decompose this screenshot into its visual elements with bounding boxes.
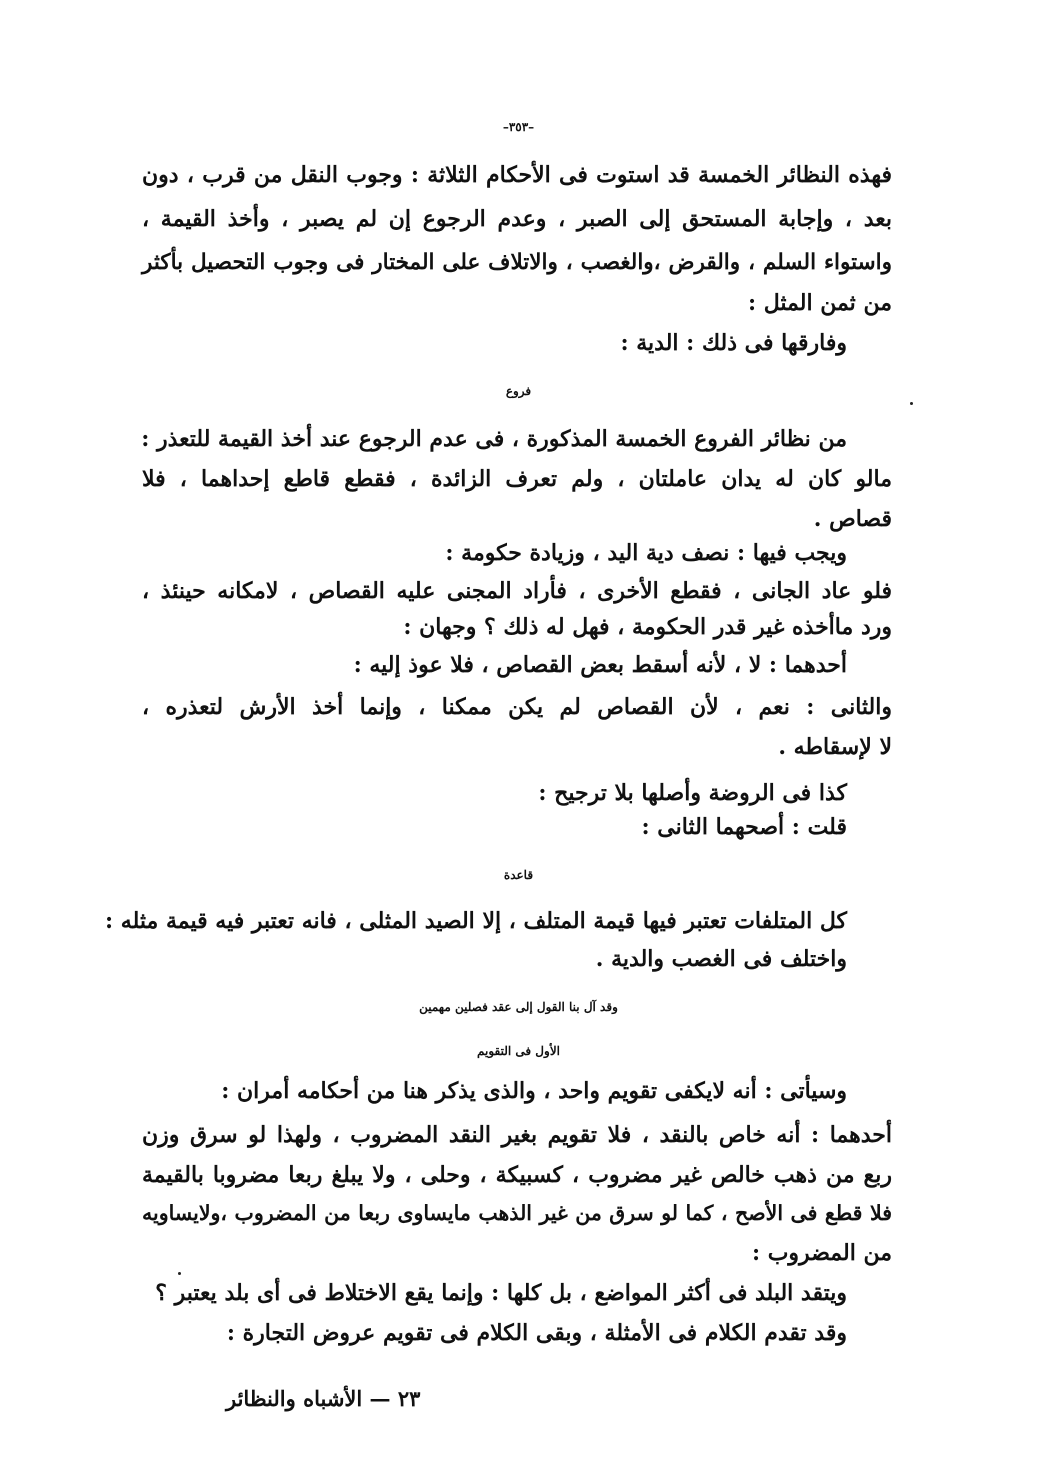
furu-p6: كذا فى الروضة وأصلها بلا ترجيح : <box>538 780 847 806</box>
furu-p5-line1: والثانى : نعم ، لأن القصاص لم يكن ممكنا ، وإنما أخذ الأرش لتعذره ، <box>142 694 892 720</box>
furu-p2: ويجب فيها : نصف دية اليد ، وزيادة حكومة : <box>445 540 847 566</box>
furu-p5-line2: لا لإسقاطه . <box>778 734 892 760</box>
furu-intro: من نظائر الفروع الخمسة المذكورة ، فى عدم الرجوع عند أخذ القيمة للتعذر : <box>141 426 847 452</box>
heading-two-chapters: وقد آل بنا القول إلى عقد فصلين مهمين <box>419 1000 618 1014</box>
taqwim-p2-line1: أحدهما : أنه خاص بالنقد ، فلا تقويم بغير النقد المضروب ، ولهذا لو سرق وزن <box>142 1122 892 1148</box>
heading-furu: فروع <box>505 384 532 398</box>
taqwim-p2-line3: فلا قطع فى الأصح ، كما لو سرق من غير الذهب مايساوى ربعا من المضروب ،ولايساويه <box>142 1201 892 1225</box>
scan-speck <box>910 402 913 405</box>
taqwim-p4: وقد تقدم الكلام فى الأمثلة ، وبقى الكلام فى تقويم عروض التجارة : <box>226 1320 847 1346</box>
taqwim-p2-line2: ربع من ذهب خالص غير مضروب ، كسبيكة ، وحلى ، ولا يبلغ ربعا مضروبا بالقيمة <box>142 1162 892 1188</box>
heading-qaida: قاعدة <box>503 868 534 882</box>
footer-signature: ٢٣ — الأشباه والنظائر <box>226 1386 421 1411</box>
furu-p4: أحدهما : لا ، لأنه أسقط بعض القصاص ، فلا عوذ إليه : <box>353 652 847 678</box>
para1-line3: واستواء السلم ، والقرض ،والغصب ، والاتلاف على المختار فى وجوب التحصيل بأكثر <box>142 250 892 275</box>
para1-line1: فهذه النظائر الخمسة قد استوت فى الأحكام الثلاثة : وجوب النقل من قرب ، دون <box>142 162 892 188</box>
qaida-p1: كل المتلفات تعتبر فيها قيمة المتلف ، إلا الصيد المثلى ، فانه تعتبر فيه قيمة مثله : <box>105 908 847 934</box>
para2: وفارقها فى ذلك : الدية : <box>620 330 847 356</box>
para1-line2: بعد ، وإجابة المستحق إلى الصبر ، وعدم الرجوع إن لم يصبر ، وأخذ القيمة ، <box>142 206 892 232</box>
para1-line4: من ثمن المثل : <box>747 290 892 316</box>
furu-p1-line1: مالو كان له يدان عاملتان ، ولم تعرف الزائدة ، فقطع قاطع إحداهما ، فلا <box>142 466 892 492</box>
taqwim-p2-line4: من المضروب : <box>751 1240 892 1266</box>
furu-p3-line1: فلو عاد الجانى ، فقطع الأخرى ، فأراد المجنى عليه القصاص ، لامكانه حينئذ ، <box>142 578 892 604</box>
furu-p1-line2: قصاص . <box>813 506 892 532</box>
furu-p7: قلت : أصحهما الثانى : <box>641 814 847 840</box>
scan-speck <box>178 1272 181 1275</box>
page-number: –٣٥٣– <box>502 120 535 134</box>
furu-p3-line2: ورد ماأخذه غير قدر الحكومة ، فهل له ذلك ؟ وجهان : <box>403 614 892 640</box>
taqwim-p3: ويتقد البلد فى أكثر المواضع ، بل كلها : وإنما يقع الاختلاط فى أى بلد يعتبر ؟ <box>155 1280 847 1306</box>
heading-first-taqwim: الأول فى التقويم <box>477 1044 560 1058</box>
taqwim-p1: وسيأتى : أنه لايكفى تقويم واحد ، والذى يذكر هنا من أحكامه أمران : <box>221 1078 847 1104</box>
qaida-p2: واختلف فى الغصب والدية . <box>595 946 847 972</box>
